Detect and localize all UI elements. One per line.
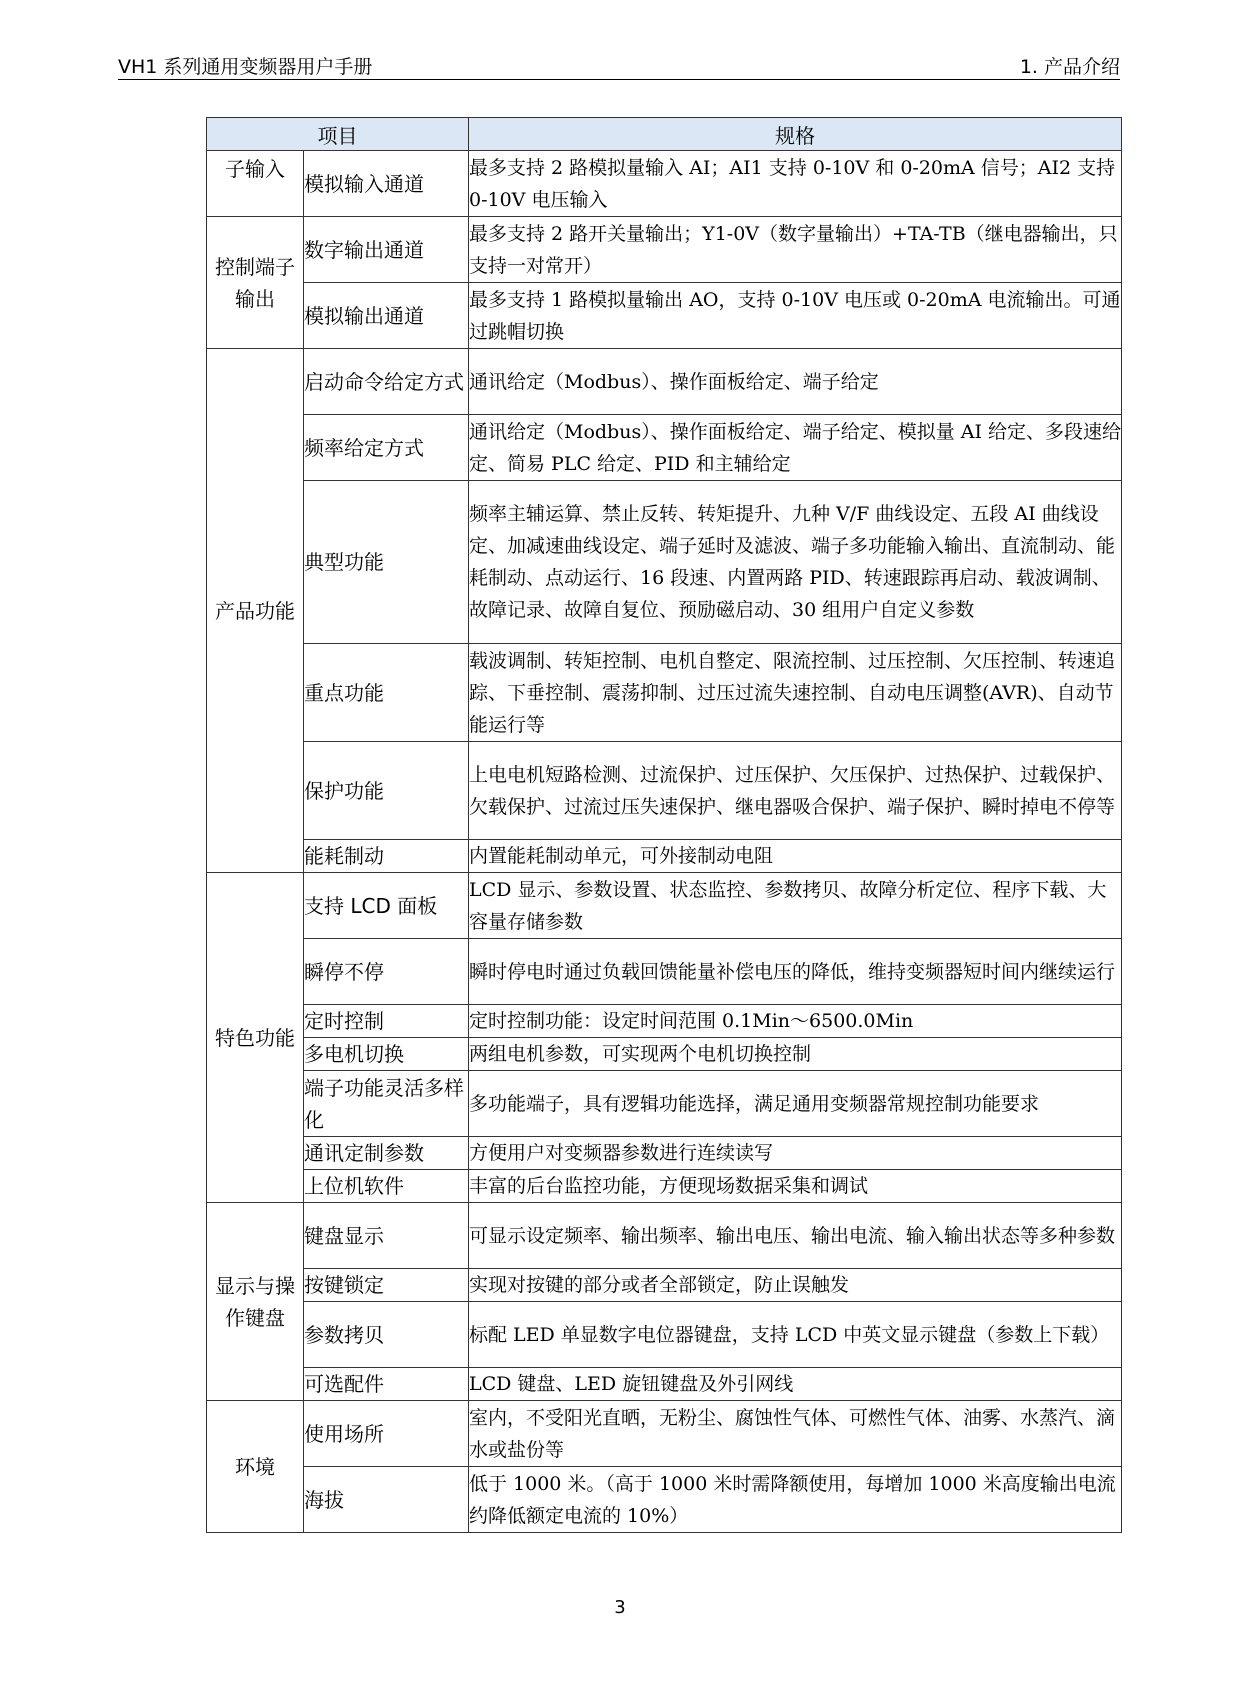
item-cell: 重点功能 [304, 644, 469, 742]
spec-cell: 内置能耗制动单元，可外接制动电阻 [469, 840, 1122, 873]
table-row [207, 1170, 1122, 1203]
table-row [207, 151, 1122, 217]
category-cell: 特色功能 [207, 873, 304, 1203]
item-cell: 海拔 [304, 1467, 469, 1533]
category-cell: 显示与操作键盘 [207, 1203, 304, 1401]
spec-cell: 标配 LED 单显数字电位器键盘，支持 LCD 中英文显示键盘（参数上下载） [469, 1302, 1122, 1368]
table-row [207, 1005, 1122, 1038]
item-cell: 上位机软件 [304, 1170, 469, 1203]
item-cell: 使用场所 [304, 1401, 469, 1467]
item-cell: 键盘显示 [304, 1203, 469, 1269]
table-row [207, 1137, 1122, 1170]
table-row [207, 1071, 1122, 1137]
table-row [207, 349, 1122, 415]
item-cell: 典型功能 [304, 481, 469, 644]
table-row [207, 1302, 1122, 1368]
spec-cell: 通讯给定（Modbus）、操作面板给定、端子给定 [469, 349, 1122, 415]
spec-cell: 最多支持 1 路模拟量输出 AO，支持 0-10V 电压或 0-20mA 电流输出。可通过跳帽切换 [469, 283, 1122, 349]
table-row [207, 1368, 1122, 1401]
item-cell: 模拟输入通道 [304, 151, 469, 217]
spec-cell: 频率主辅运算、禁止反转、转矩提升、九种 V/F 曲线设定、五段 AI 曲线设定、加减速曲线设定、端子延时及滤波、端子多功能输入输出、直流制动、能耗制动、点动运行、16 段速、内置两路 PID、转速跟踪再启动、载波调制、故障记录、故障自复位、预励磁启动、30 组用户自定义参数 [469, 481, 1122, 644]
spec-cell: 方便用户对变频器参数进行连续读写 [469, 1137, 1122, 1170]
spec-table [206, 117, 1122, 1533]
item-cell: 模拟输出通道 [304, 283, 469, 349]
spec-cell: 室内，不受阳光直晒，无粉尘、腐蚀性气体、可燃性气体、油雾、水蒸汽、滴水或盐份等 [469, 1401, 1122, 1467]
category-cell: 控制端子输出 [207, 217, 304, 349]
category-cell: 环境 [207, 1401, 304, 1533]
spec-cell: 上电电机短路检测、过流保护、过压保护、欠压保护、过热保护、过载保护、欠载保护、过流过压失速保护、继电器吸合保护、端子保护、瞬时掉电不停等 [469, 742, 1122, 840]
spec-cell: LCD 键盘、LED 旋钮键盘及外引网线 [469, 1368, 1122, 1401]
spec-cell: 两组电机参数，可实现两个电机切换控制 [469, 1038, 1122, 1071]
spec-cell: 可显示设定频率、输出频率、输出电压、输出电流、输入输出状态等多种参数 [469, 1203, 1122, 1269]
item-cell: 定时控制 [304, 1005, 469, 1038]
table-row [207, 1038, 1122, 1071]
spec-cell: 瞬时停电时通过负载回馈能量补偿电压的降低，维持变频器短时间内继续运行 [469, 939, 1122, 1005]
item-cell: 频率给定方式 [304, 415, 469, 481]
page-number: 3 [614, 1597, 626, 1618]
table-row [207, 415, 1122, 481]
item-cell: 保护功能 [304, 742, 469, 840]
table-row [207, 481, 1122, 644]
header-spec: 规格 [469, 118, 1122, 151]
table-header-row [207, 118, 1122, 151]
item-cell: 启动命令给定方式 [304, 349, 469, 415]
header-section: 1. 产品介绍 [1019, 56, 1120, 78]
item-cell: 瞬停不停 [304, 939, 469, 1005]
table-row [207, 283, 1122, 349]
item-cell: 多电机切换 [304, 1038, 469, 1071]
item-cell: 数字输出通道 [304, 217, 469, 283]
item-cell: 支持 LCD 面板 [304, 873, 469, 939]
table-row [207, 939, 1122, 1005]
spec-cell: 最多支持 2 路开关量输出；Y1-0V（数字量输出）+TA-TB（继电器输出，只支持一对常开） [469, 217, 1122, 283]
item-cell: 按键锁定 [304, 1269, 469, 1302]
header-title: VH1 系列通用变频器用户手册 [118, 56, 373, 78]
table-row [207, 217, 1122, 283]
table-row [207, 644, 1122, 742]
spec-cell: 低于 1000 米。（高于 1000 米时需降额使用，每增加 1000 米高度输出电流约降低额定电流的 10%） [469, 1467, 1122, 1533]
spec-cell: 丰富的后台监控功能，方便现场数据采集和调试 [469, 1170, 1122, 1203]
table-row [207, 873, 1122, 939]
spec-cell: LCD 显示、参数设置、状态监控、参数拷贝、故障分析定位、程序下载、大容量存储参数 [469, 873, 1122, 939]
header-item: 项目 [207, 118, 469, 151]
table-row [207, 742, 1122, 840]
item-cell: 能耗制动 [304, 840, 469, 873]
category-cell: 子输入 [207, 151, 304, 217]
spec-cell: 多功能端子，具有逻辑功能选择，满足通用变频器常规控制功能要求 [469, 1071, 1122, 1137]
item-cell: 端子功能灵活多样化 [304, 1071, 469, 1137]
spec-cell: 实现对按键的部分或者全部锁定，防止误触发 [469, 1269, 1122, 1302]
table-row [207, 1269, 1122, 1302]
spec-cell: 通讯给定（Modbus）、操作面板给定、端子给定、模拟量 AI 给定、多段速给定、简易 PLC 给定、PID 和主辅给定 [469, 415, 1122, 481]
item-cell: 参数拷贝 [304, 1302, 469, 1368]
table-row [207, 840, 1122, 873]
table-row [207, 1467, 1122, 1533]
spec-cell: 最多支持 2 路模拟量输入 AI；AI1 支持 0-10V 和 0-20mA 信号；AI2 支持 0-10V 电压输入 [469, 151, 1122, 217]
spec-cell: 定时控制功能：设定时间范围 0.1Min～6500.0Min [469, 1005, 1122, 1038]
header-divider [118, 79, 1120, 80]
spec-cell: 载波调制、转矩控制、电机自整定、限流控制、过压控制、欠压控制、转速追踪、下垂控制、震荡抑制、过压过流失速控制、自动电压调整(AVR)、自动节能运行等 [469, 644, 1122, 742]
table-row [207, 1401, 1122, 1467]
table-row [207, 1203, 1122, 1269]
item-cell: 通讯定制参数 [304, 1137, 469, 1170]
item-cell: 可选配件 [304, 1368, 469, 1401]
category-cell: 产品功能 [207, 349, 304, 873]
